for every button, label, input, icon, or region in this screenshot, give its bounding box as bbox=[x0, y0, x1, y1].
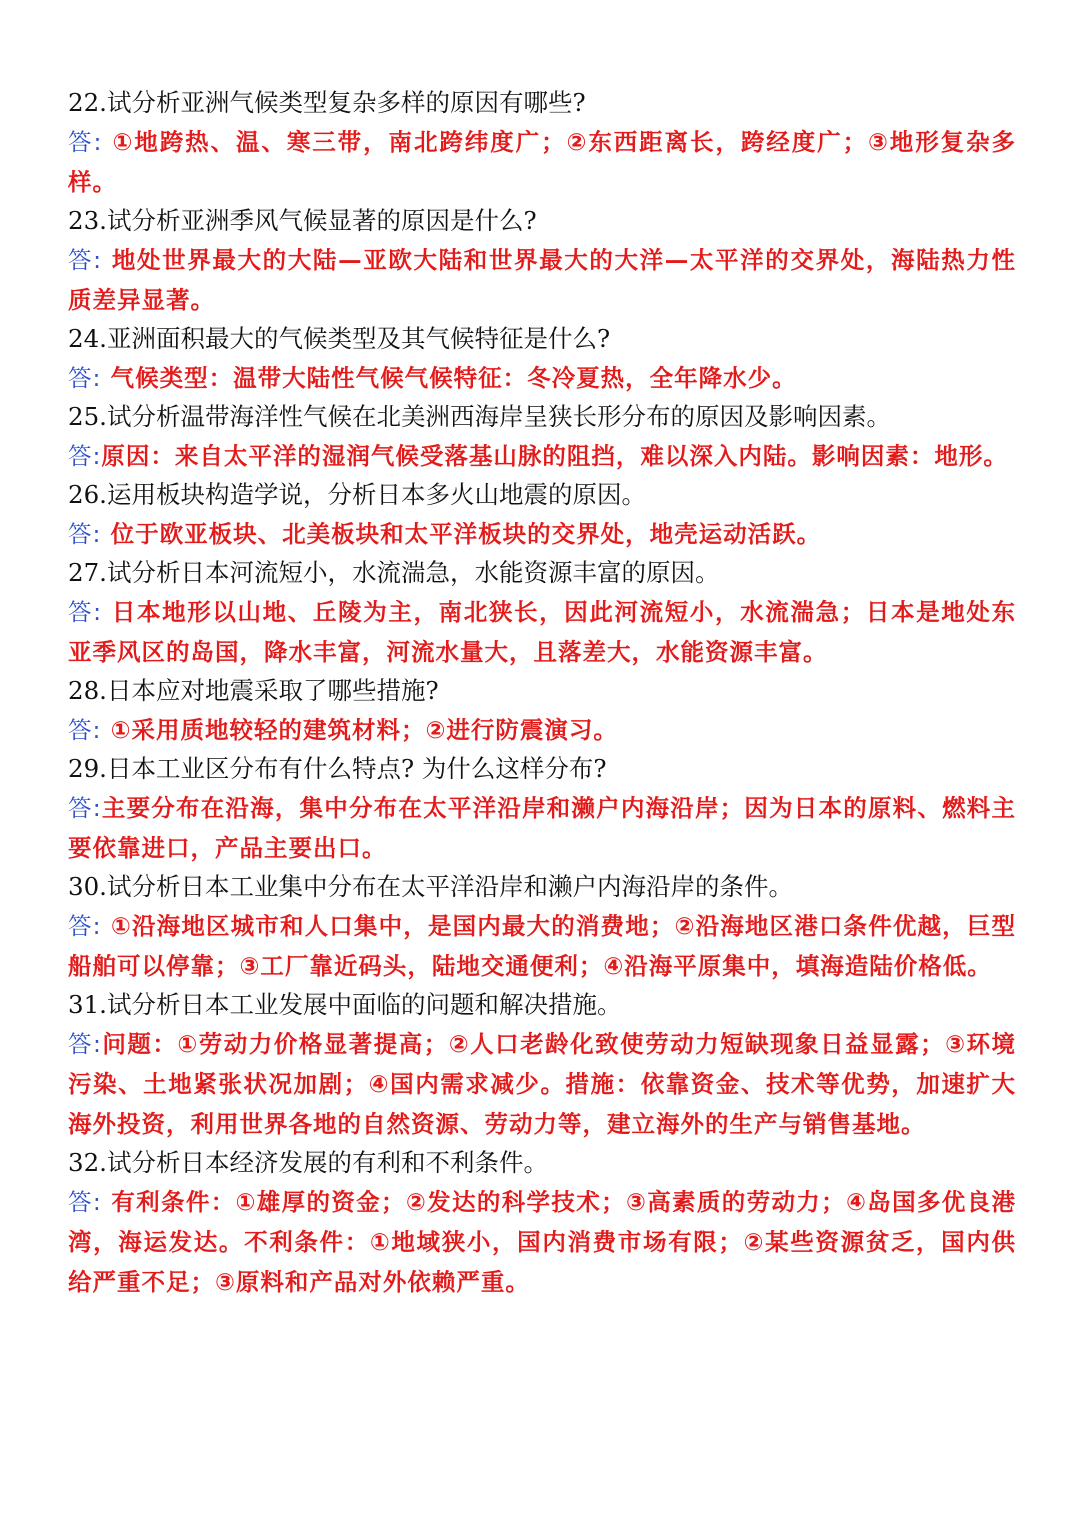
answer-text bbox=[68, 788, 1016, 868]
answer-body: 有利条件：①雄厚的资金；②发达的科学技术；③高素质的劳动力；④岛国多优良港湾，海运发达。不利条件：①地域狭小，国内消费市场有限；②某些资源贫乏，国内供给严重不足；③原料和产品对外依赖严重。 bbox=[68, 1188, 1016, 1296]
answer-label: 答: bbox=[68, 364, 102, 392]
qa-item-28 bbox=[68, 672, 1016, 750]
qa-item-31 bbox=[68, 986, 1016, 1144]
answer-label: 答: bbox=[68, 442, 102, 470]
question-text: 31.试分析日本工业发展中面临的问题和解决措施。 bbox=[68, 990, 622, 1019]
answer-body: ①采用质地较轻的建筑材料；②进行防震演习。 bbox=[101, 716, 618, 744]
answer-text bbox=[68, 710, 1016, 750]
question-text: 22.试分析亚洲气候类型复杂多样的原因有哪些? bbox=[68, 88, 586, 117]
answer-body: ①沿海地区城市和人口集中，是国内最大的消费地；②沿海地区港口条件优越，巨型船舶可以停靠；③工厂靠近码头，陆地交通便利；④沿海平原集中，填海造陆价格低。 bbox=[68, 912, 1017, 980]
answer-text bbox=[68, 1182, 1016, 1302]
answer-label: 答: bbox=[68, 794, 102, 822]
answer-body: ①地跨热、温、寒三带，南北跨纬度广；②东西距离长，跨经度广；③地形复杂多样。 bbox=[68, 128, 1017, 196]
answer-body: 原因：来自太平洋的湿润气候受落基山脉的阻挡，难以深入内陆。影响因素：地形。 bbox=[101, 442, 1008, 470]
qa-item-24 bbox=[68, 320, 1016, 398]
question-text: 27.试分析日本河流短小，水流湍急，水能资源丰富的原因。 bbox=[68, 558, 720, 587]
answer-body: 气候类型：温带大陆性气候气候特征：冬冷夏热，全年降水少。 bbox=[101, 364, 797, 392]
answer-label: 答: bbox=[68, 1188, 102, 1216]
answer-label: 答: bbox=[68, 1030, 102, 1058]
qa-item-32 bbox=[68, 1144, 1016, 1302]
answer-body: 日本地形以山地、丘陵为主，南北狭长，因此河流短小，水流湍急；日本是地处东亚季风区的岛国，降水丰富，河流水量大，且落差大，水能资源丰富。 bbox=[68, 598, 1017, 666]
answer-label: 答: bbox=[68, 912, 102, 940]
qa-item-29 bbox=[68, 750, 1016, 868]
answer-label: 答: bbox=[68, 716, 102, 744]
question-text: 30.试分析日本工业集中分布在太平洋沿岸和濑户内海沿岸的条件。 bbox=[68, 872, 793, 901]
answer-text bbox=[68, 122, 1016, 202]
qa-item-22 bbox=[68, 84, 1016, 202]
qa-item-26 bbox=[68, 476, 1016, 554]
qa-item-25 bbox=[68, 398, 1016, 476]
question-text: 28.日本应对地震采取了哪些措施? bbox=[68, 676, 439, 705]
answer-label: 答: bbox=[68, 598, 103, 626]
answer-label: 答: bbox=[68, 128, 103, 156]
answer-text bbox=[68, 240, 1016, 320]
answer-text bbox=[68, 358, 1016, 398]
question-text: 32.试分析日本经济发展的有利和不利条件。 bbox=[68, 1148, 548, 1177]
answer-text bbox=[68, 514, 1016, 554]
answer-body: 位于欧亚板块、北美板块和太平洋板块的交界处，地壳运动活跃。 bbox=[101, 520, 822, 548]
answer-text bbox=[68, 1024, 1016, 1144]
question-text: 23.试分析亚洲季风气候显著的原因是什么? bbox=[68, 206, 537, 235]
answer-body: 主要分布在沿海，集中分布在太平洋沿岸和濑户内海沿岸；因为日本的原料、燃料主要依靠进口，产品主要出口。 bbox=[68, 794, 1017, 862]
answer-text bbox=[68, 436, 1016, 476]
answer-label: 答: bbox=[68, 520, 102, 548]
qa-item-27 bbox=[68, 554, 1016, 672]
answer-body: 地处世界最大的大陆—亚欧大陆和世界最大的大洋—太平洋的交界处，海陆热力性质差异显著。 bbox=[68, 246, 1017, 314]
question-text: 26.运用板块构造学说，分析日本多火山地震的原因。 bbox=[68, 480, 646, 509]
answer-text bbox=[68, 592, 1016, 672]
qa-item-30 bbox=[68, 868, 1016, 986]
qa-item-23 bbox=[68, 202, 1016, 320]
question-text: 24.亚洲面积最大的气候类型及其气候特征是什么? bbox=[68, 324, 611, 353]
question-text: 29.日本工业区分布有什么特点? 为什么这样分布? bbox=[68, 754, 607, 783]
answer-body: 问题：①劳动力价格显著提高；②人口老龄化致使劳动力短缺现象日益显露；③环境污染、土地紧张状况加剧；④国内需求减少。措施：依靠资金、技术等优势，加速扩大海外投资，利用世界各地的自然资源、劳动力等，建立海外的生产与销售基地。 bbox=[68, 1030, 1016, 1138]
question-text: 25.试分析温带海洋性气候在北美洲西海岸呈狭长形分布的原因及影响因素。 bbox=[68, 402, 891, 431]
qa-page bbox=[68, 84, 1016, 1302]
answer-text bbox=[68, 906, 1016, 986]
answer-label: 答: bbox=[68, 246, 103, 274]
